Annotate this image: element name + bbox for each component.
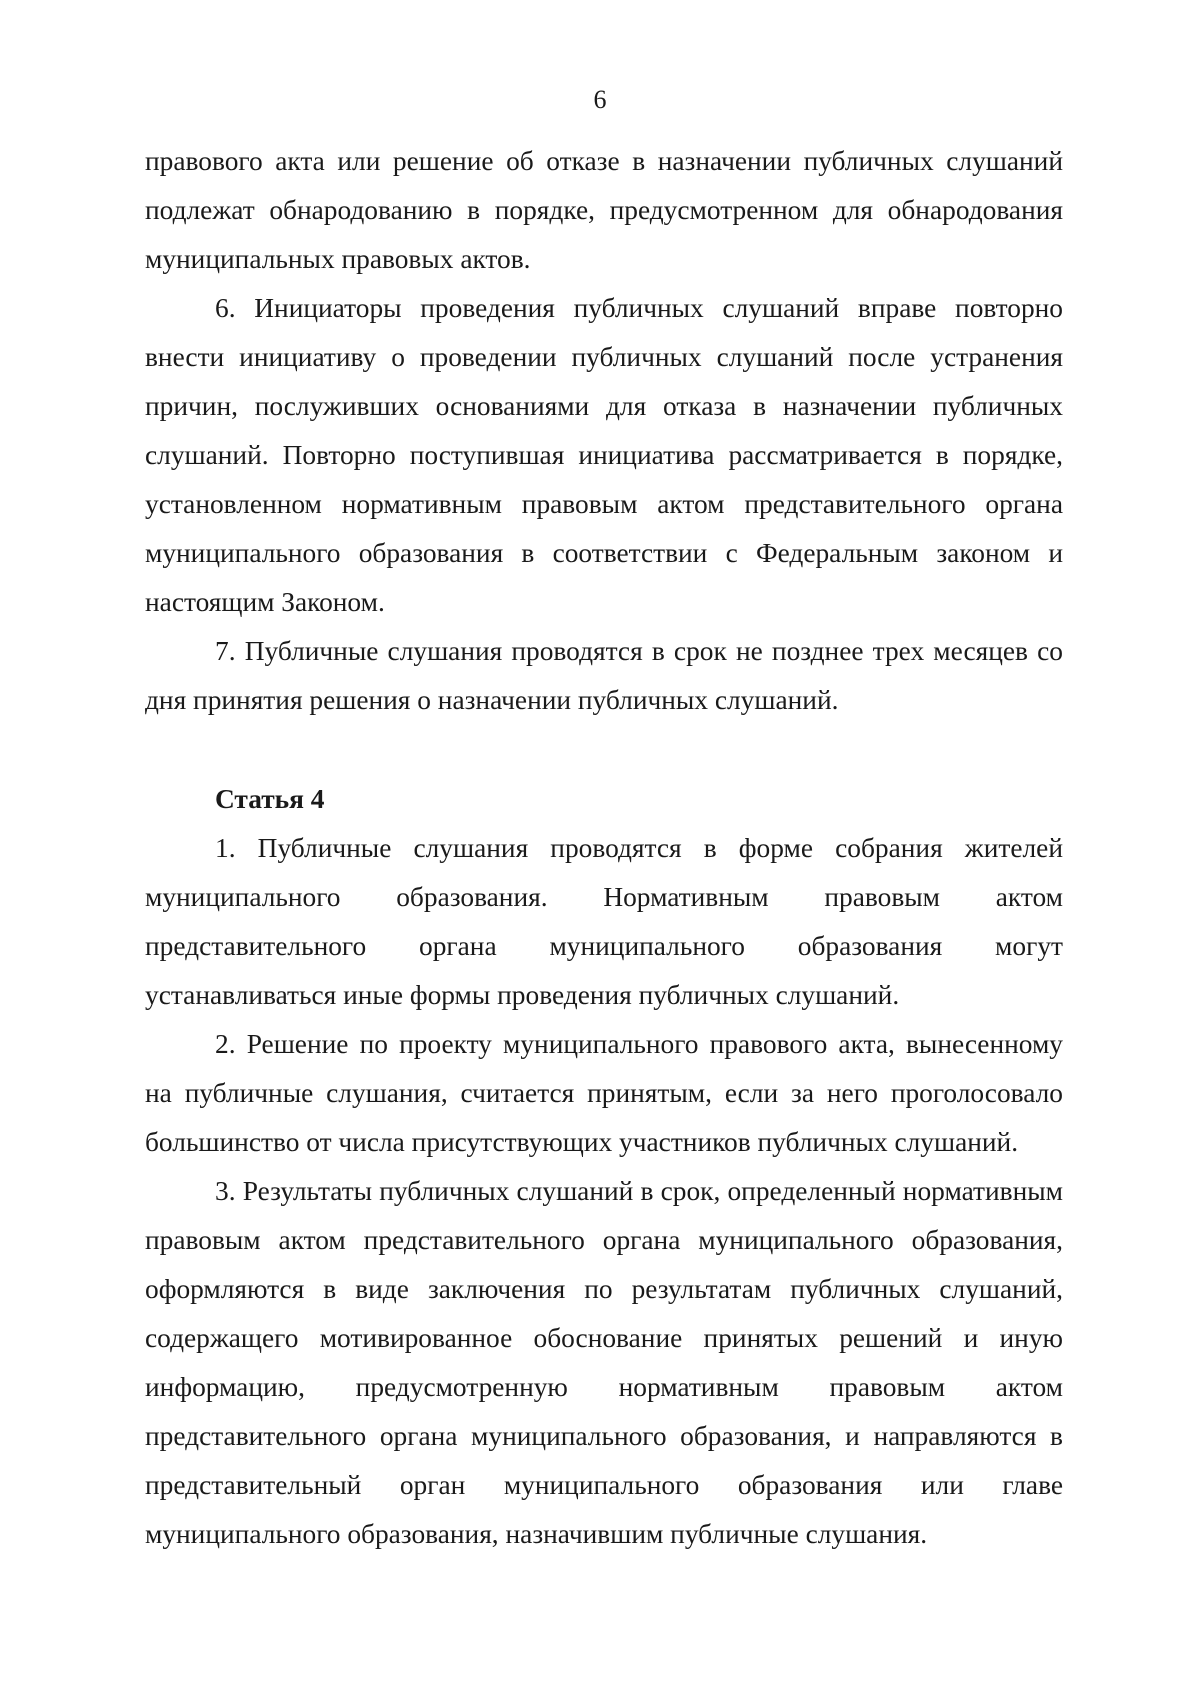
article-paragraph-1: 1. Публичные слушания проводятся в форме собрания жителей муниципального образования. Нормативным правовым актом представительного органа муниципального образования могут устанавливаться иные формы проведения публичных слушаний.	[145, 833, 1063, 1010]
document-body	[145, 137, 1063, 1559]
paragraph-item-6: 6. Инициаторы проведения публичных слушаний вправе повторно внести инициативу о проведении публичных слушаний после устранения причин, послуживших основаниями для отказа в назначении публичных слушаний. Повторно поступившая инициатива рассматривается в порядке, установленном нормативным правовым актом представительного органа муниципального образования в соответствии с Федеральным законом и настоящим Законом.	[145, 293, 1063, 617]
paragraph-item-7: 7. Публичные слушания проводятся в срок не позднее трех месяцев со дня принятия решения о назначении публичных слушаний.	[145, 636, 1063, 715]
paragraph-continuation: правового акта или решение об отказе в назначении публичных слушаний подлежат обнародованию в порядке, предусмотренном для обнародования муниципальных правовых актов.	[145, 146, 1063, 274]
page-number: 6	[593, 85, 607, 114]
article-paragraph-2: 2. Решение по проекту муниципального правового акта, вынесенному на публичные слушания, считается принятым, если за него проголосовало большинство от числа присутствующих участников публичных слушаний.	[145, 1029, 1063, 1157]
article-title: Статья 4	[215, 784, 325, 814]
article-paragraph-3: 3. Результаты публичных слушаний в срок, определенный нормативным правовым актом представительного органа муниципального образования, оформляются в виде заключения по результатам публичных слушаний, содержащего мотивированное обоснование принятых решений и иную информацию, предусмотренную нормативным правовым актом представительного органа муниципального образования, и направляются в представительный орган муниципального образования или главе муниципального образования, назначившим публичные слушания.	[145, 1176, 1063, 1549]
